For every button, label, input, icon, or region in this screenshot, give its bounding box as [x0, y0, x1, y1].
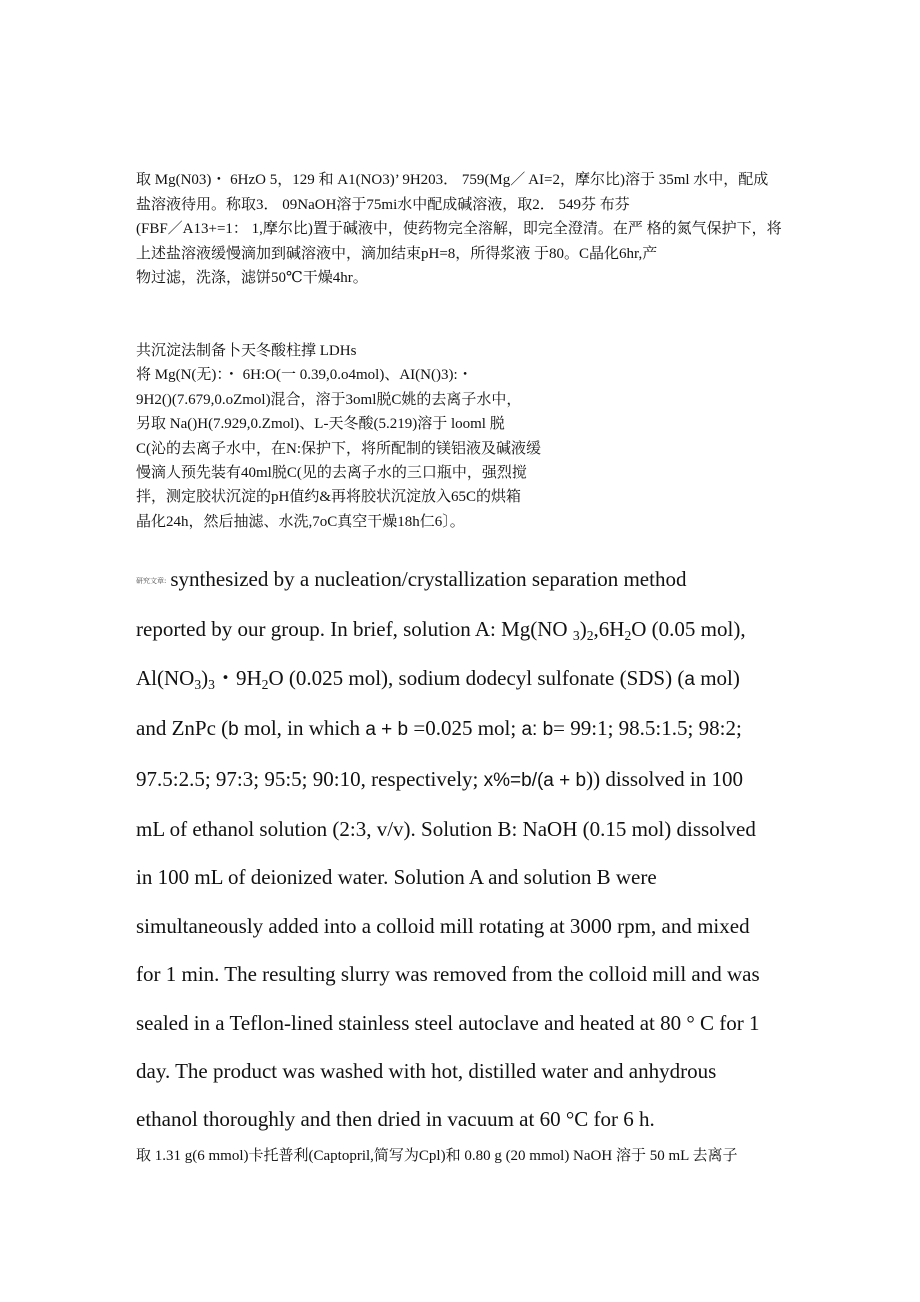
text-span: and ZnPc ( — [136, 716, 229, 741]
text-line — [136, 654, 796, 704]
text-line: C(沁的去离子水中，在N:保护下，将所配制的镁铝液及碱液缓 — [136, 440, 542, 457]
text-span: Al(NO — [136, 665, 195, 690]
subscript: 3 — [194, 676, 202, 692]
text-span: mol) — [694, 665, 740, 690]
paragraph-mg-no3-synthesis — [136, 168, 784, 291]
text-span: ,6H — [593, 617, 625, 642]
text-line: day. The product was washed with hot, distilled water and anhydrous — [136, 1059, 717, 1084]
text-line: 拌，测定胶状沉淀的pH值约&再将胶状沉淀放入65C的烘箱 — [136, 489, 522, 506]
text-line: mL of ethanol solution (2:3, v/v). Solution B: NaOH (0.15 mol) dissolved — [136, 817, 756, 842]
text-span: ) — [201, 665, 209, 690]
variable-a: a — [684, 668, 695, 690]
text-span: =0.025 mol; — [408, 716, 522, 741]
variable-x-percent: x%=b/(a + b — [483, 769, 587, 791]
text-line: 取 Mg(N03)・ 6HzO 5，129 和 A1(NO3)’ 9H203． 759(Mg／ AI=2，摩尔比)溶于 35ml 水中，配成盐溶液待用。称取3． 09NaOH溶于75mi水中配成碱溶液，取2． 549芬 布芬 — [136, 172, 769, 213]
subscript: 3 — [572, 628, 580, 644]
text-line: in 100 mL of deionized water. Solution A and solution B were — [136, 865, 657, 890]
variable-a-plus-b: a + b — [365, 719, 409, 741]
text-span: = 99:1; 98.5:1.5; 98:2; — [553, 716, 742, 741]
text-line: simultaneously added into a colloid mill rotating at 3000 rpm, and mixed — [136, 913, 750, 938]
text-line — [136, 555, 796, 605]
text-line — [136, 755, 796, 805]
paragraph-captopril: 取 1.31 g(6 mmol)卡托普利(Captopril,简写为Cpl)和 0.80 g (20 mmol) NaOH 溶于 50 mL 去离子 — [136, 1148, 738, 1164]
subscript: 2 — [261, 676, 269, 692]
text-line: for 1 min. The resulting slurry was removed from the colloid mill and was — [136, 962, 760, 987]
text-span: ) — [579, 617, 587, 642]
paragraph-aspartic-acid-ldh — [136, 339, 596, 534]
text-span: reported by our group. In brief, solution A: Mg(NO — [136, 617, 573, 642]
text-line: ethanol thoroughly and then dried in vacuum at 60 °C for 6 h. — [136, 1107, 655, 1132]
text-span: synthesized by a nucleation/crystallization separation method — [170, 567, 687, 591]
text-line: 晶化24h，然后抽滤、水洗,7oC真空干燥18h仁6〕。 — [136, 513, 465, 530]
text-span: )) dissolved in 100 — [586, 766, 743, 791]
english-paragraph — [136, 555, 796, 1144]
variable-b: b — [228, 719, 239, 741]
text-span: 97.5:2.5; 97:3; 95:5; 90:10, respectively; — [136, 766, 484, 791]
variable-ratio: a: b — [521, 719, 554, 741]
subscript: 3 — [208, 676, 215, 692]
text-span: mol, in which — [238, 716, 366, 741]
text-line: 将 Mg(N(无)：・ 6H:O(一 0.39,0.o4mol)、AI(N()3):・ — [136, 367, 473, 384]
text-span: O (0.05 mol), — [631, 617, 746, 642]
subscript: 2 — [586, 628, 594, 644]
text-line: 9H2()(7.679,0.oZmol)混合，溶于3oml脱C姚的去离子水中， — [136, 391, 522, 408]
article-prefix: 研究文章: — [136, 576, 167, 585]
subscript: 2 — [624, 628, 632, 644]
text-line — [136, 605, 796, 653]
text-span: O (0.025 mol), sodium dodecyl sulfonate (SDS) ( — [268, 665, 685, 690]
section-heading: 共沉淀法制备卜天冬酸柱撑 LDHs — [136, 343, 357, 359]
text-line: 慢滴人预先装有40ml脱C(见的去离子水的三口瓶中，强烈搅 — [136, 465, 527, 482]
text-line: (FBF／A13+=1： 1,摩尔比)置于碱液中，使药物完全溶解，即完全澄清。在严 格的氮气保护下，将上述盐溶液缓慢滴加到碱溶液中，滴加结束pH=8，所得浆液 于80。C晶化6hr,产 — [136, 221, 782, 262]
text-line: 另取 Na()H(7.929,0.Zmol)、L-天冬酸(5.219)溶于 looml 脱 — [136, 416, 505, 433]
text-line — [136, 704, 796, 754]
text-span: ・9H — [214, 665, 262, 690]
text-line: sealed in a Teflon-lined stainless steel autoclave and heated at 80 ° C for 1 — [136, 1010, 760, 1035]
text-line: 物过滤，洗涤，滤饼50℃干燥4hr。 — [136, 270, 368, 286]
